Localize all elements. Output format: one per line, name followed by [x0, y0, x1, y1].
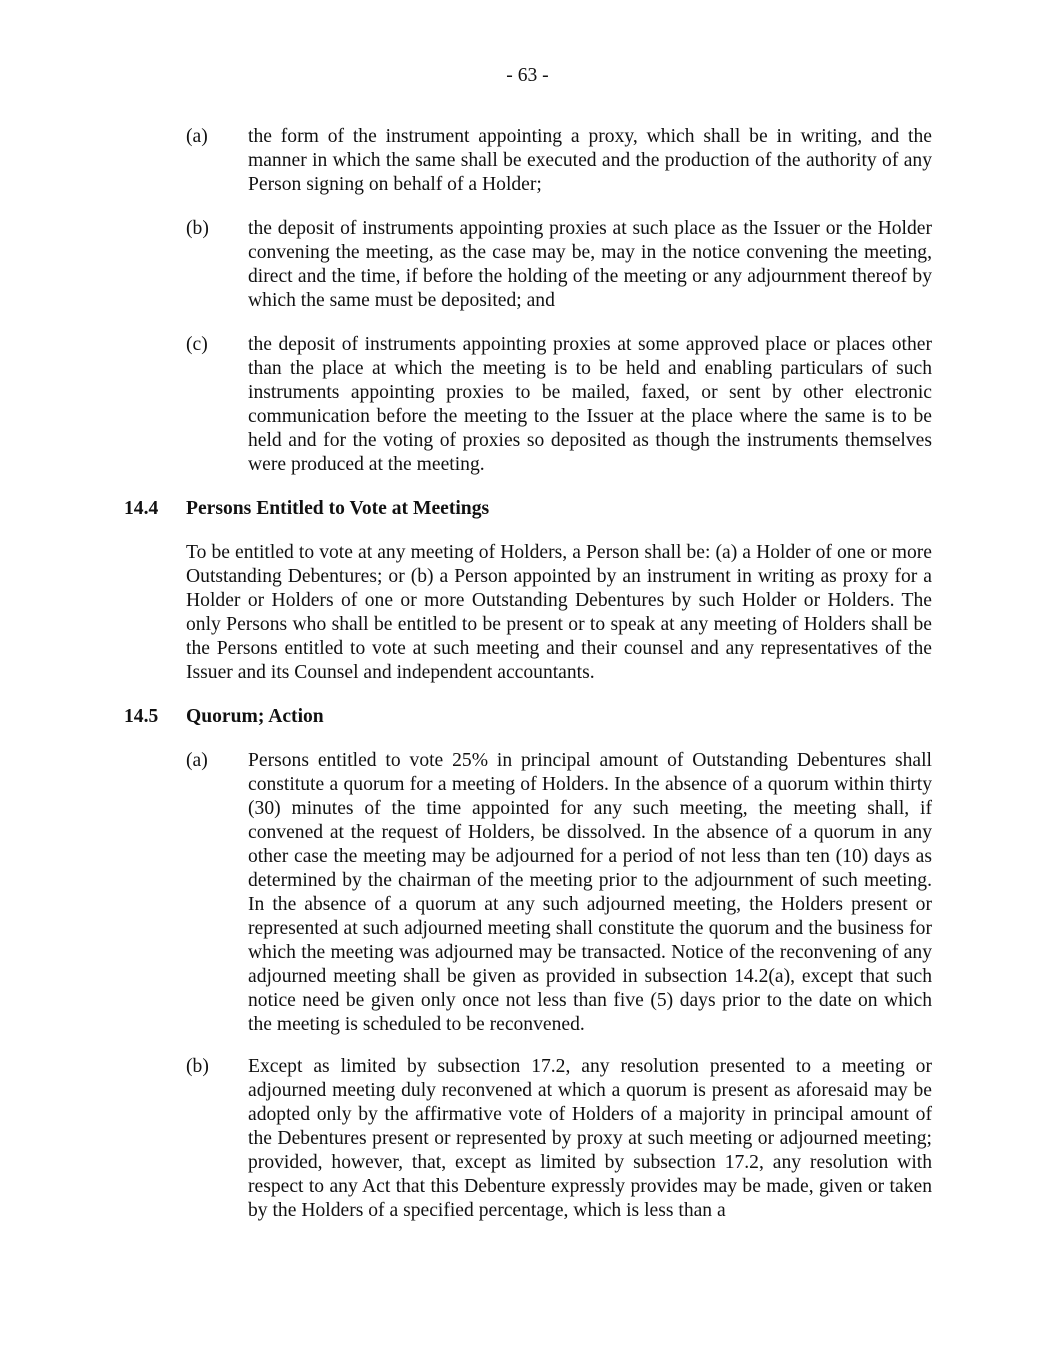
item-text: the form of the instrument appointing a proxy, which shall be in writing, and the manner in which the same shall be executed and the production of the authority of any Person signing on behalf of a Holder;: [248, 126, 932, 195]
item-text: the deposit of instruments appointing proxies at such place as the Issuer or the Holder convening the meeting, as the case may be, may in the notice convening the meeting, direct and the time, if before the holding of the meeting or any adjournment thereof by which the same must be deposited; and: [248, 218, 932, 311]
item-label: (b): [186, 1056, 209, 1077]
list-item: [186, 333, 932, 477]
section-title: Quorum; Action: [186, 706, 324, 727]
item-text: Except as limited by subsection 17.2, any resolution presented to a meeting or adjourned meeting duly reconvened at which a quorum is present as aforesaid may be adopted only by the affirmative vote of Holders of a majority in principal amount of the Debentures present or represented by proxy at such meeting or adjourned meeting; provided, however, that, except as limited by subsection 17.2, any resolution with respect to any Act that this Debenture expressly provides may be made, given or taken by the Holders of a specified percentage, which is less than a: [248, 1056, 932, 1221]
list-item: [186, 749, 932, 1037]
item-text: the deposit of instruments appointing proxies at some approved place or places other than the place at which the meeting is to be held and enabling particulars of such instruments appointing proxies to be mailed, faxed, or sent by other electronic communication before the meeting to the Issuer at the place where the same is to be held and for the voting of proxies so deposited as though the instruments themselves were produced at the meeting.: [248, 334, 932, 475]
page-number: - 63 -: [506, 65, 549, 86]
list-item: [186, 217, 932, 313]
section-heading-14-4: [124, 497, 932, 521]
item-text: Persons entitled to vote 25% in principal amount of Outstanding Debentures shall constitute a quorum for a meeting of Holders. In the absence of a quorum within thirty (30) minutes of the time appointed for any such meeting, the meeting shall, if convened at the request of Holders, be dissolved. In the absence of a quorum in any other case the meeting may be adjourned for a period of not less than ten (10) days as determined by the chairman of the meeting prior to the adjournment of such meeting. In the absence of a quorum at any such adjourned meeting, the Holders present or represented at such adjourned meeting shall constitute the quorum and the business for which the meeting was adjourned may be transacted. Notice of the reconvening of any adjourned meeting shall be given as provided in subsection 14.2(a), except that such notice need be given only once not less than five (5) days prior to the date on which the meeting is scheduled to be reconvened.: [248, 750, 932, 1035]
list-item: [186, 1055, 932, 1223]
section-number: 14.5: [124, 706, 159, 727]
list-item: [186, 125, 932, 197]
item-label: (a): [186, 750, 208, 771]
section-title: Persons Entitled to Vote at Meetings: [186, 498, 490, 519]
item-label: (b): [186, 218, 209, 239]
section-heading-14-5: [124, 705, 932, 729]
section-body-14-4: To be entitled to vote at any meeting of Holders, a Person shall be: (a) a Holder of one or more Outstanding Debentures; or (b) a Person appointed by an instrument in writing as proxy for a Holder or Holders of one or more Outstanding Debentures by such Holder or Holders. The only Persons who shall be entitled to be present or to speak at any meeting of Holders shall be the Persons entitled to vote at such meeting and their counsel and any representatives of the Issuer and its Counsel and independent accountants.: [186, 542, 932, 683]
item-label: (c): [186, 334, 208, 355]
section-number: 14.4: [124, 498, 159, 519]
item-label: (a): [186, 126, 208, 147]
